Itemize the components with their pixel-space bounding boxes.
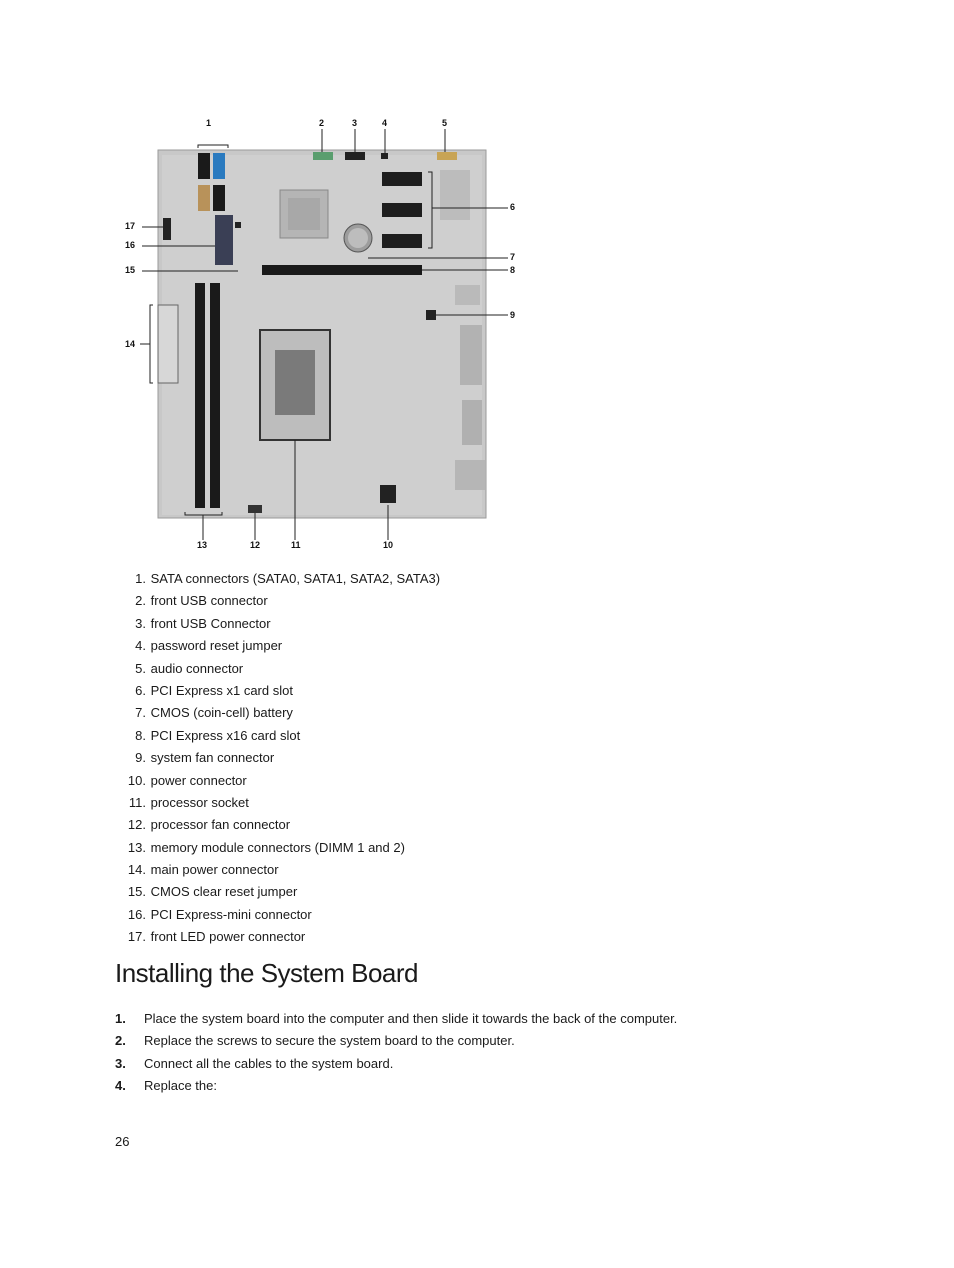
callout-6: 6 <box>510 202 516 212</box>
step-item: 1. Place the system board into the computer and then slide it towards the back of the computer. <box>115 1011 678 1026</box>
callout-2: 2 <box>319 118 325 128</box>
legend-item: 8. PCI Express x16 card slot <box>135 727 301 743</box>
legend-item: 4. password reset jumper <box>135 638 283 654</box>
callout-12: 12 <box>250 540 261 550</box>
callout-5: 5 <box>442 118 448 128</box>
section-title: Installing the System Board <box>115 958 418 988</box>
step-item: 3. Connect all the cables to the system board. <box>115 1055 394 1071</box>
legend-item: 10. power connector <box>127 772 247 788</box>
legend-item: 15. CMOS clear reset jumper <box>127 884 298 900</box>
installation-steps <box>115 1008 677 1098</box>
legend-item: 6. PCI Express x1 card slot <box>135 682 293 698</box>
callout-10: 10 <box>383 540 394 550</box>
legend-item: 16. PCI Express-mini connector <box>127 906 312 922</box>
callout-15: 15 <box>125 265 136 275</box>
callout-7: 7 <box>510 252 516 262</box>
legend-item: 14. main power connector <box>127 862 279 878</box>
legend-item: 5. audio connector <box>135 660 244 676</box>
legend-item: 12. processor fan connector <box>127 817 291 833</box>
step-item: 4. Replace the: <box>115 1078 217 1094</box>
callout-8: 8 <box>510 265 516 275</box>
legend-item: 13. memory module connectors (DIMM 1 and 2) <box>127 839 405 855</box>
callout-1: 1 <box>206 118 212 128</box>
page-number: 26 <box>115 1134 130 1149</box>
callout-3: 3 <box>352 118 358 128</box>
callout-11: 11 <box>291 540 301 550</box>
legend-item: 7. CMOS (coin-cell) battery <box>135 705 293 721</box>
system-board-figure <box>110 115 530 555</box>
callout-4: 4 <box>382 118 388 128</box>
legend-item: 11. processor socket <box>128 794 249 810</box>
step-item: 2. Replace the screws to secure the system board to the computer. <box>115 1033 515 1049</box>
callout-17: 17 <box>125 221 136 231</box>
callout-16: 16 <box>125 240 136 250</box>
legend-item: 3. front USB Connector <box>135 615 271 631</box>
callout-14: 14 <box>125 339 136 349</box>
legend-item: 9. system fan connector <box>135 750 275 766</box>
callout-13: 13 <box>197 540 208 550</box>
legend-item: 1. SATA connectors (SATA0, SATA1, SATA2, SATA3) <box>135 571 441 586</box>
system-board-illustration <box>110 115 530 555</box>
callout-9: 9 <box>510 310 516 320</box>
legend-item: 17. front LED power connector <box>127 929 306 945</box>
component-legend <box>116 568 440 949</box>
legend-item: 2. front USB connector <box>135 593 268 609</box>
